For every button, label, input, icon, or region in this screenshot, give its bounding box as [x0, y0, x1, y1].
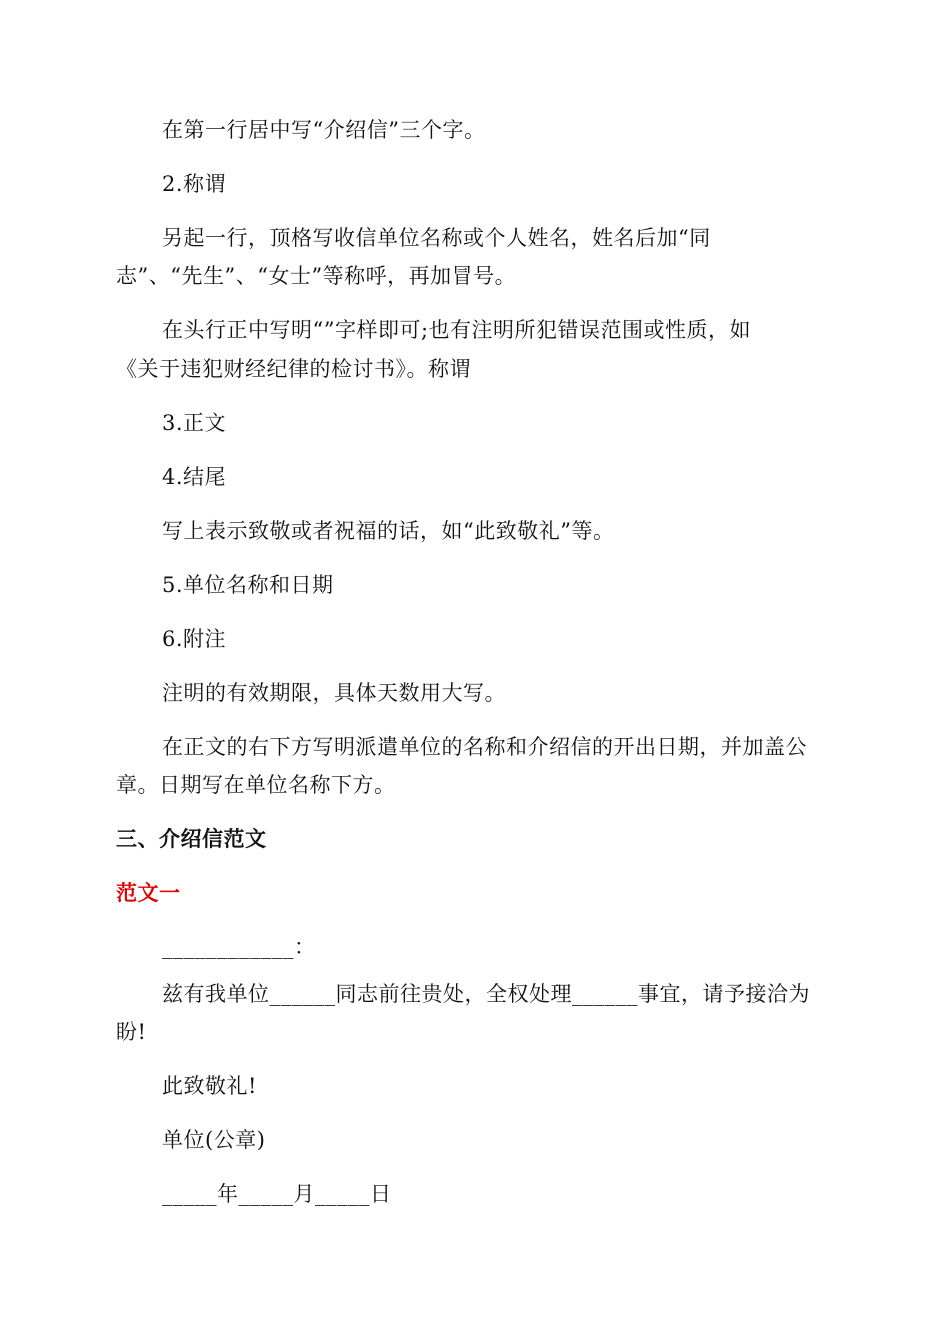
- item-note: 6.附注: [162, 627, 227, 651]
- paragraph-header-line2: 《关于违犯财经纪律的检讨书》。称谓: [116, 357, 471, 381]
- item-ending: 4.结尾: [162, 465, 227, 489]
- paragraph-header-line1: 在头行正中写明“”字样即可;也有注明所犯错误范围或性质，如: [162, 318, 752, 342]
- paragraph-salutation-line2: 志”、“先生”、“女士”等称呼，再加冒号。: [116, 264, 517, 288]
- sample-title: 范文一: [116, 881, 181, 905]
- sample-date: _____年_____月_____日: [162, 1182, 392, 1206]
- paragraph-title-rule: 在第一行居中写“介绍信”三个字。: [162, 118, 486, 142]
- sample-body-line2: 盼!: [116, 1020, 147, 1044]
- paragraph-note: 注明的有效期限，具体天数用大写。: [162, 681, 506, 705]
- sample-salutation: ____________：: [162, 935, 316, 959]
- paragraph-unit-line1: 在正文的右下方写明派遣单位的名称和介绍信的开出日期，并加盖公: [162, 735, 807, 759]
- item-unit-date: 5.单位名称和日期: [162, 573, 334, 597]
- section-heading: 三、介绍信范文: [116, 827, 267, 851]
- sample-closing: 此致敬礼!: [162, 1074, 257, 1098]
- paragraph-ending: 写上表示致敬或者祝福的话，如“此致敬礼”等。: [162, 519, 615, 543]
- item-salutation: 2.称谓: [162, 172, 227, 196]
- sample-unit: 单位(公章): [162, 1128, 266, 1152]
- paragraph-unit-line2: 章。日期写在单位名称下方。: [116, 773, 396, 797]
- sample-body-line1: 兹有我单位______同志前往贵处，全权处理______事宜，请予接洽为: [162, 982, 810, 1006]
- item-body: 3.正文: [162, 411, 227, 435]
- paragraph-salutation-line1: 另起一行，顶格写收信单位名称或个人姓名，姓名后加“同: [162, 226, 711, 250]
